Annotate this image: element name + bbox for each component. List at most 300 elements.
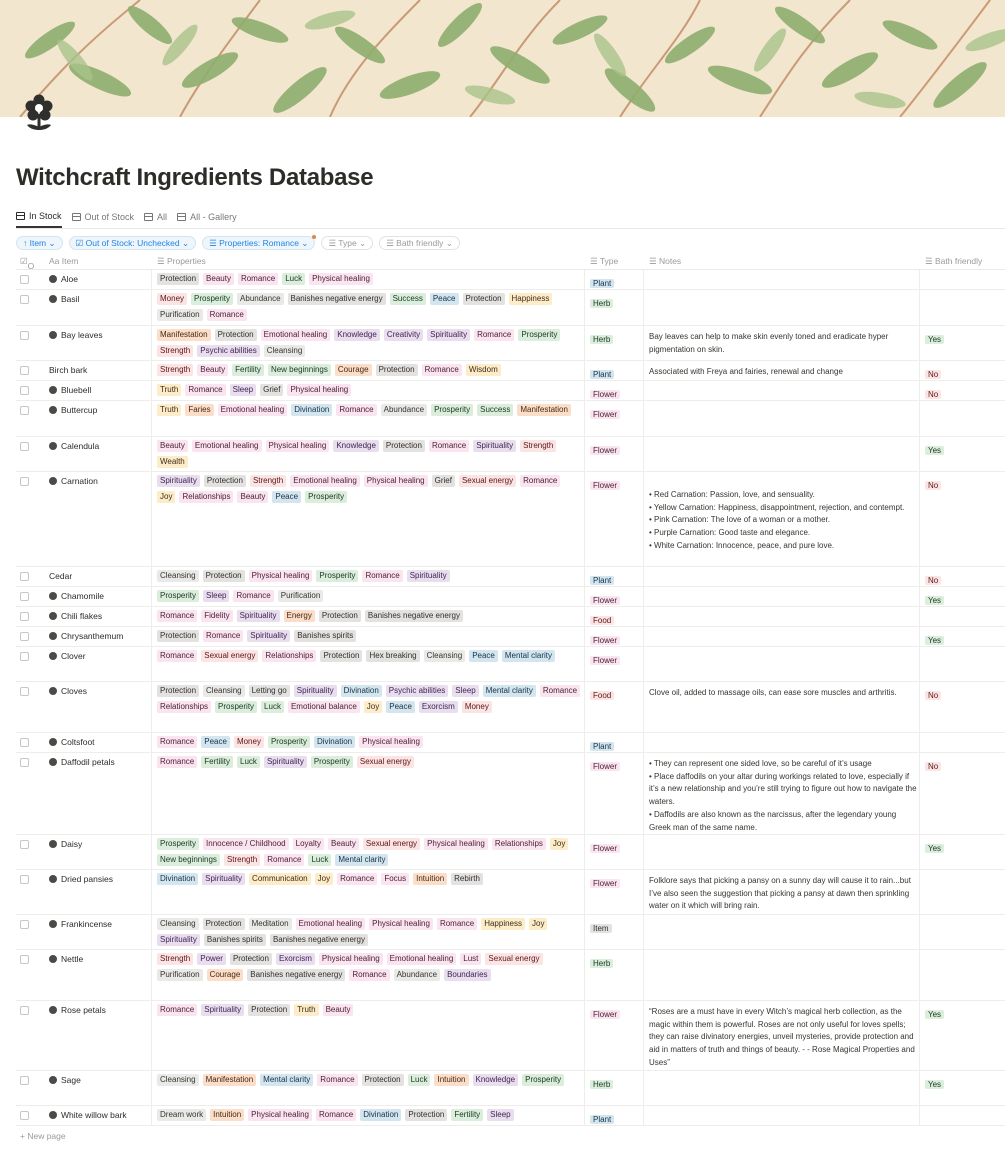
property-tag: Romance: [207, 309, 247, 321]
column-divider: [643, 682, 644, 732]
property-tag: Wisdom: [466, 364, 501, 376]
type-cell[interactable]: [590, 1004, 624, 1022]
property-tag: Protection: [405, 1109, 447, 1121]
type-cell[interactable]: [590, 570, 618, 588]
property-tag: Cleansing: [157, 1074, 199, 1086]
type-tag: Flower: [590, 410, 620, 419]
item-name: Aloe: [61, 274, 79, 284]
property-tag: Divination: [341, 685, 382, 697]
filter-out-of-stock-chip[interactable]: ☑ Out of Stock: Unchecked ⌄: [69, 236, 196, 250]
header-type[interactable]: ☰ Type: [590, 256, 619, 266]
item-name: Bay leaves: [61, 330, 103, 340]
bath-friendly-cell[interactable]: [925, 384, 945, 402]
row-checkbox[interactable]: [20, 687, 29, 696]
property-tag: Purification: [278, 590, 324, 602]
bath-friendly-cell[interactable]: [925, 329, 948, 347]
row-checkbox[interactable]: [20, 758, 29, 767]
type-cell[interactable]: [590, 685, 618, 703]
property-tag: Energy: [284, 610, 315, 622]
properties-cell[interactable]: [157, 590, 585, 606]
row-checkbox[interactable]: [20, 386, 29, 395]
property-tag: Hex breaking: [366, 650, 419, 662]
item-name: Chamomile: [61, 591, 104, 601]
table-row[interactable]: [16, 753, 1005, 835]
item-name: Chili flakes: [61, 611, 103, 621]
row-checkbox[interactable]: [20, 366, 29, 375]
type-cell[interactable]: [590, 918, 616, 936]
item-name: Nettle: [61, 954, 84, 964]
flower-icon: [49, 386, 57, 394]
note-line: • Place daffodils on your altar during workings related to love, especially if it’s a new relationship and you’re still trying to figure out how to navigate the waters.: [649, 771, 917, 807]
property-tag: Beauty: [203, 273, 234, 285]
table-row[interactable]: [16, 627, 1005, 647]
table-icon: [16, 212, 25, 220]
note-line: • Yellow Carnation: Happiness, disappointment, rejection, and contempt.: [649, 502, 905, 512]
column-divider: [151, 1001, 152, 1070]
properties-cell[interactable]: [157, 918, 585, 950]
flower-icon: [49, 406, 57, 414]
tab-all[interactable]: All: [144, 206, 167, 228]
property-tag: Manifestation: [157, 329, 211, 341]
property-tag: Physical healing: [249, 570, 313, 582]
item-name-cell[interactable]: [49, 591, 104, 601]
type-cell[interactable]: [590, 590, 624, 608]
item-name-cell[interactable]: [49, 330, 103, 340]
table-row[interactable]: [16, 401, 1005, 437]
column-divider: [643, 1001, 644, 1070]
item-name-cell[interactable]: [49, 839, 82, 849]
willow-leaves-pattern: [0, 0, 1005, 117]
column-divider: [919, 627, 920, 646]
property-tag: Protection: [203, 570, 245, 582]
properties-cell[interactable]: [157, 1004, 585, 1020]
table-row[interactable]: [16, 915, 1005, 950]
property-tag: Relationships: [157, 701, 211, 713]
item-name-cell[interactable]: [49, 1110, 127, 1120]
table-row[interactable]: [16, 950, 1005, 1001]
property-tag: Peace: [469, 650, 498, 662]
properties-cell[interactable]: [157, 630, 585, 646]
column-divider: [919, 401, 920, 436]
property-tag: Peace: [201, 736, 230, 748]
property-tag: Protection: [376, 364, 418, 376]
tab-out-of-stock[interactable]: Out of Stock: [72, 206, 135, 228]
property-tag: Physical healing: [266, 440, 330, 452]
table-row[interactable]: [16, 270, 1005, 290]
type-tag: Plant: [590, 742, 614, 751]
table-row[interactable]: [16, 1071, 1005, 1106]
property-tag: Peace: [430, 293, 459, 305]
column-divider: [643, 647, 644, 681]
type-cell[interactable]: [590, 630, 624, 648]
column-divider: [151, 733, 152, 752]
type-cell[interactable]: [590, 736, 618, 754]
column-divider: [919, 915, 920, 949]
item-name-cell[interactable]: [49, 274, 78, 284]
type-cell[interactable]: [590, 838, 624, 856]
column-divider: [919, 326, 920, 360]
properties-cell[interactable]: [157, 838, 585, 870]
type-cell[interactable]: [590, 364, 618, 382]
table-row[interactable]: [16, 607, 1005, 627]
item-name-cell[interactable]: [49, 405, 97, 415]
column-divider: [151, 361, 152, 380]
notes-cell[interactable]: [649, 366, 919, 379]
item-name-cell[interactable]: [49, 571, 72, 581]
column-divider: [643, 270, 644, 289]
property-tag: Protection: [463, 293, 505, 305]
property-tag: Spirituality: [201, 1004, 244, 1016]
row-checkbox[interactable]: [20, 1006, 29, 1015]
item-name-cell[interactable]: [49, 757, 115, 767]
table-row[interactable]: [16, 835, 1005, 870]
notes-cell[interactable]: [649, 758, 919, 834]
property-tag: Emotional healing: [387, 953, 457, 965]
property-tag: Joy: [364, 701, 382, 713]
type-cell[interactable]: [590, 1074, 617, 1092]
clover-icon: [49, 652, 57, 660]
property-tag: Spirituality: [407, 570, 450, 582]
item-name-cell[interactable]: [49, 611, 102, 621]
type-cell[interactable]: [590, 329, 617, 347]
property-tag: Joy: [315, 873, 333, 885]
type-cell[interactable]: [590, 650, 624, 668]
column-divider: [151, 627, 152, 646]
row-checkbox[interactable]: [20, 955, 29, 964]
bath-friendly-cell[interactable]: [925, 1074, 948, 1092]
column-divider: [643, 1106, 644, 1125]
property-tag: Abundance: [394, 969, 440, 981]
item-name-cell[interactable]: [49, 686, 87, 696]
property-tag: Beauty: [328, 838, 359, 850]
bath-friendly-tag: Yes: [925, 1010, 944, 1019]
item-name-cell[interactable]: [49, 385, 91, 395]
property-tag: Romance: [157, 610, 197, 622]
table-row[interactable]: [16, 733, 1005, 753]
properties-cell[interactable]: [157, 404, 585, 420]
column-divider: [151, 587, 152, 606]
property-tag: Beauty: [323, 1004, 354, 1016]
properties-cell[interactable]: [157, 293, 585, 325]
row-checkbox[interactable]: [20, 572, 29, 581]
header-item[interactable]: Aa Item: [49, 256, 79, 266]
property-tag: Protection: [157, 630, 199, 642]
type-tag: Herb: [590, 299, 613, 308]
sort-item-chip[interactable]: ↑ Item ⌄: [16, 236, 63, 250]
property-tag: Banishes negative energy: [247, 969, 345, 981]
row-checkbox[interactable]: [20, 331, 29, 340]
type-cell[interactable]: [590, 440, 624, 458]
type-tag: Flower: [590, 596, 620, 605]
properties-cell[interactable]: [157, 364, 585, 380]
column-divider: [919, 361, 920, 380]
property-tag: Banishes negative energy: [365, 610, 463, 622]
column-divider: [643, 567, 644, 586]
item-name-cell[interactable]: [49, 874, 113, 884]
properties-cell[interactable]: [157, 953, 585, 985]
properties-cell[interactable]: [157, 273, 585, 289]
column-divider: [151, 1106, 152, 1125]
row-checkbox[interactable]: [20, 840, 29, 849]
property-tag: Emotional healing: [261, 329, 331, 341]
row-checkbox[interactable]: [20, 406, 29, 415]
item-name: Buttercup: [61, 405, 98, 415]
item-name-cell[interactable]: [49, 919, 112, 929]
type-cell[interactable]: [590, 475, 624, 493]
table-row[interactable]: [16, 361, 1005, 381]
table-row[interactable]: [16, 1001, 1005, 1071]
properties-cell[interactable]: [157, 384, 585, 400]
property-tag: Cleansing: [157, 570, 199, 582]
type-tag: Flower: [590, 844, 620, 853]
item-name: Calendula: [61, 441, 100, 451]
bath-friendly-cell[interactable]: [925, 475, 945, 493]
property-tag: Money: [157, 293, 187, 305]
new-page-button[interactable]: + New page: [20, 1131, 66, 1141]
column-divider: [151, 607, 152, 626]
item-name: Cedar: [49, 571, 73, 581]
row-checkbox[interactable]: [20, 875, 29, 884]
row-checkbox[interactable]: [20, 295, 29, 304]
bath-friendly-tag: Yes: [925, 1080, 944, 1089]
item-name-cell[interactable]: [49, 631, 123, 641]
type-cell[interactable]: [590, 873, 624, 891]
table-row[interactable]: [16, 647, 1005, 682]
header-bath-friendly[interactable]: ☰ Bath friendly: [925, 256, 983, 266]
row-checkbox[interactable]: [20, 652, 29, 661]
table-row[interactable]: [16, 567, 1005, 587]
properties-cell[interactable]: [157, 475, 585, 507]
column-divider: [151, 381, 152, 400]
property-tag: Romance: [429, 440, 469, 452]
properties-cell[interactable]: [157, 1109, 585, 1125]
row-checkbox[interactable]: [20, 920, 29, 929]
column-divider: [919, 607, 920, 626]
row-checkbox[interactable]: [20, 738, 29, 747]
item-name: Cloves: [61, 686, 87, 696]
filter-properties-chip[interactable]: ☰ Properties: Romance ⌄: [202, 236, 315, 250]
properties-cell[interactable]: [157, 756, 585, 772]
item-name-cell[interactable]: [49, 294, 79, 304]
table-row[interactable]: [16, 472, 1005, 567]
column-divider: [919, 381, 920, 400]
column-divider: [151, 437, 152, 471]
type-cell[interactable]: [590, 953, 617, 971]
notes-cell[interactable]: [649, 875, 919, 913]
type-cell[interactable]: [590, 610, 618, 628]
property-tag: Physical healing: [309, 273, 373, 285]
property-tag: Luck: [237, 756, 260, 768]
bath-friendly-cell[interactable]: [925, 756, 945, 774]
table-row[interactable]: [16, 290, 1005, 326]
properties-cell[interactable]: [157, 329, 585, 361]
table-row[interactable]: [16, 381, 1005, 401]
item-name: Basil: [61, 294, 80, 304]
property-tag: Luck: [261, 701, 284, 713]
column-divider: [151, 753, 152, 834]
notes-cell[interactable]: [649, 331, 919, 356]
row-checkbox[interactable]: [20, 612, 29, 621]
row-checkbox[interactable]: [20, 1076, 29, 1085]
property-tag: Psychic abilities: [197, 345, 259, 357]
table-row[interactable]: [16, 870, 1005, 915]
type-cell[interactable]: [590, 1109, 618, 1127]
bath-friendly-cell[interactable]: [925, 364, 945, 382]
table-row[interactable]: [16, 437, 1005, 472]
property-tag: Physical healing: [359, 736, 423, 748]
property-tag: Romance: [349, 969, 389, 981]
bath-friendly-cell[interactable]: [925, 440, 948, 458]
row-checkbox[interactable]: [20, 592, 29, 601]
note-line: • Red Carnation: Passion, love, and sensuality.: [649, 490, 815, 499]
column-divider: [919, 270, 920, 289]
bath-friendly-cell[interactable]: [925, 685, 945, 703]
property-tag: Divination: [314, 736, 355, 748]
item-name-cell[interactable]: [49, 365, 87, 375]
tab-all-gallery[interactable]: All - Gallery: [177, 206, 237, 228]
bath-friendly-tag: Yes: [925, 446, 944, 455]
property-tag: Physical healing: [364, 475, 428, 487]
column-divider: [643, 326, 644, 360]
property-tag: Prosperity: [157, 838, 199, 850]
bath-friendly-cell[interactable]: [925, 630, 948, 648]
property-tag: Physical healing: [287, 384, 351, 396]
column-divider: [643, 1071, 644, 1105]
row-checkbox[interactable]: [20, 477, 29, 486]
type-tag: Flower: [590, 390, 620, 399]
row-checkbox[interactable]: [20, 275, 29, 284]
type-cell[interactable]: [590, 293, 617, 311]
notes-cell[interactable]: [649, 477, 919, 553]
column-divider: [151, 915, 152, 949]
item-name-cell[interactable]: [49, 441, 99, 451]
row-checkbox[interactable]: [20, 1111, 29, 1120]
properties-cell[interactable]: [157, 1074, 585, 1090]
type-cell[interactable]: [590, 404, 624, 422]
row-checkbox[interactable]: [20, 632, 29, 641]
column-divider: [643, 950, 644, 1000]
column-divider: [919, 587, 920, 606]
tabs-divider: [16, 228, 1005, 229]
table-row[interactable]: [16, 682, 1005, 733]
table-row[interactable]: [16, 326, 1005, 361]
property-tag: Power: [197, 953, 226, 965]
property-tag: Romance: [317, 1074, 357, 1086]
header-checkbox[interactable]: ☑ O: [20, 256, 35, 271]
bath-friendly-cell[interactable]: [925, 838, 948, 856]
property-tag: Protection: [215, 329, 257, 341]
property-tag: Fertility: [232, 364, 264, 376]
property-tag: Cleansing: [157, 918, 199, 930]
column-divider: [151, 1071, 152, 1105]
properties-cell[interactable]: [157, 570, 585, 586]
filter-bath-friendly-chip[interactable]: ☰ Bath friendly ⌄: [379, 236, 460, 250]
column-divider: [151, 682, 152, 732]
column-divider: [643, 472, 644, 566]
property-tag: Grief: [432, 475, 455, 487]
property-tag: Emotional healing: [192, 440, 262, 452]
property-tag: Spirituality: [247, 630, 290, 642]
property-tag: Cleansing: [203, 685, 245, 697]
property-tag: Sleep: [452, 685, 478, 697]
bath-friendly-tag: Yes: [925, 636, 944, 645]
type-cell[interactable]: [590, 756, 624, 774]
filter-type-chip[interactable]: ☰ Type ⌄: [321, 236, 373, 250]
property-tag: Emotional balance: [288, 701, 360, 713]
item-name-cell[interactable]: [49, 737, 95, 747]
header-notes[interactable]: ☰ Notes: [649, 256, 682, 266]
properties-cell[interactable]: [157, 685, 585, 717]
item-name: Daisy: [61, 839, 83, 849]
table-row[interactable]: [16, 1106, 1005, 1126]
property-tag: Spirituality: [202, 873, 245, 885]
column-divider: [643, 733, 644, 752]
property-tag: Divination: [157, 873, 198, 885]
property-tag: Courage: [335, 364, 372, 376]
notes-cell[interactable]: [649, 687, 919, 700]
property-tag: Spirituality: [473, 440, 516, 452]
column-divider: [919, 950, 920, 1000]
properties-cell[interactable]: [157, 736, 585, 752]
type-cell[interactable]: [590, 273, 618, 291]
property-tag: Peace: [386, 701, 415, 713]
item-name-cell[interactable]: [49, 651, 86, 661]
property-tag: Boundaries: [444, 969, 490, 981]
bath-friendly-cell[interactable]: [925, 590, 948, 608]
property-tag: Sleep: [203, 590, 229, 602]
bath-friendly-cell[interactable]: [925, 570, 945, 588]
table-row[interactable]: [16, 587, 1005, 607]
type-tag: Flower: [590, 481, 620, 490]
property-tag: Banishes spirits: [204, 934, 266, 946]
property-tag: Divination: [291, 404, 332, 416]
properties-cell[interactable]: [157, 610, 585, 626]
column-divider: [151, 870, 152, 914]
item-name-cell[interactable]: [49, 954, 83, 964]
type-cell[interactable]: [590, 384, 624, 402]
property-tag: Money: [234, 736, 264, 748]
property-tag: Grief: [260, 384, 283, 396]
bath-friendly-cell[interactable]: [925, 1004, 948, 1022]
properties-cell[interactable]: [157, 440, 585, 472]
property-tag: Knowledge: [333, 440, 379, 452]
bath-friendly-tag: No: [925, 370, 941, 379]
header-properties[interactable]: ☰ Properties: [157, 256, 206, 266]
bath-friendly-tag: Yes: [925, 335, 944, 344]
property-tag: Prosperity: [215, 701, 257, 713]
property-tag: Romance: [474, 329, 514, 341]
item-name-cell[interactable]: [49, 1075, 81, 1085]
notes-cell[interactable]: [649, 1006, 919, 1070]
properties-cell[interactable]: [157, 873, 585, 889]
type-tag: Flower: [590, 1010, 620, 1019]
type-tag: Plant: [590, 576, 614, 585]
item-name-cell[interactable]: [49, 476, 98, 486]
leaf-icon: [49, 295, 57, 303]
properties-cell[interactable]: [157, 650, 585, 666]
type-tag: Flower: [590, 636, 620, 645]
note-line: • Pink Carnation: The love of a woman or a mother.: [649, 515, 830, 525]
property-tag: Mental clarity: [260, 1074, 313, 1086]
property-tag: New beginnings: [268, 364, 331, 376]
item-name: Carnation: [61, 476, 98, 486]
tab-in-stock[interactable]: In Stock: [16, 206, 62, 228]
table-icon: [72, 213, 81, 221]
item-name: Frankincense: [61, 919, 113, 929]
row-checkbox[interactable]: [20, 442, 29, 451]
flower-icon[interactable]: [22, 94, 56, 134]
item-name-cell[interactable]: [49, 1005, 106, 1015]
